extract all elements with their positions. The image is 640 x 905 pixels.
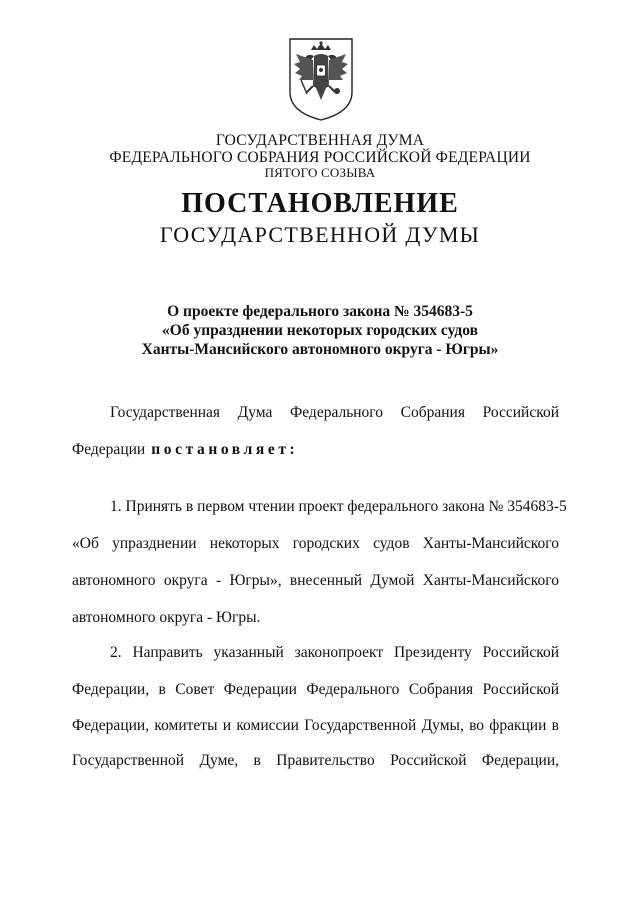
item-1-line-1: 1. Принять в первом чтении проект федерального закона № 354683-5 bbox=[110, 498, 567, 515]
item-2-line-4: Государственной Думе, в Правительство Российской Федерации, bbox=[72, 752, 559, 769]
item-2-line-3: Федерации, комитеты и комиссии Государственной Думы, во фракции в bbox=[72, 717, 559, 734]
subject-line-1: О проекте федерального закона № 354683-5 bbox=[167, 303, 473, 320]
item-1-line-2: «Об упразднении некоторых городских судов Ханты-Мансийского bbox=[72, 535, 559, 552]
decree-word: постановляет: bbox=[151, 441, 299, 458]
org-title-line1: ГОСУДАРСТВЕННАЯ ДУМА bbox=[215, 132, 425, 149]
item-2-line-2: Федерации, в Совет Федерации Федерального Собрания Российской bbox=[72, 681, 559, 698]
preamble-federation-word: Федерации bbox=[72, 441, 146, 458]
convocation-label: ПЯТОГО СОЗЫВА bbox=[264, 165, 376, 180]
subject-line-2: «Об упразднении некоторых городских судов bbox=[162, 322, 478, 339]
coat-of-arms-icon bbox=[287, 36, 355, 122]
preamble-line-1: Государственная Дума Федерального Собрания Российской bbox=[110, 404, 559, 421]
document-issuer: ГОСУДАРСТВЕННОЙ ДУМЫ bbox=[159, 222, 481, 247]
preamble-line-2 bbox=[72, 441, 559, 459]
item-1-line-4: автономного округа - Югры. bbox=[72, 609, 261, 626]
item-2-line-1: 2. Направить указанный законопроект Президенту Российской bbox=[110, 644, 559, 661]
document-type-title: ПОСТАНОВЛЕНИЕ bbox=[181, 188, 459, 219]
item-1-line-3: автономного округа - Югры», внесенный Думой Ханты-Мансийского bbox=[72, 572, 559, 589]
subject-line-3: Ханты-Мансийского автономного округа - Югры» bbox=[141, 341, 499, 358]
org-title-line2: ФЕДЕРАЛЬНОГО СОБРАНИЯ РОССИЙСКОЙ ФЕДЕРАЦИИ bbox=[109, 149, 531, 166]
